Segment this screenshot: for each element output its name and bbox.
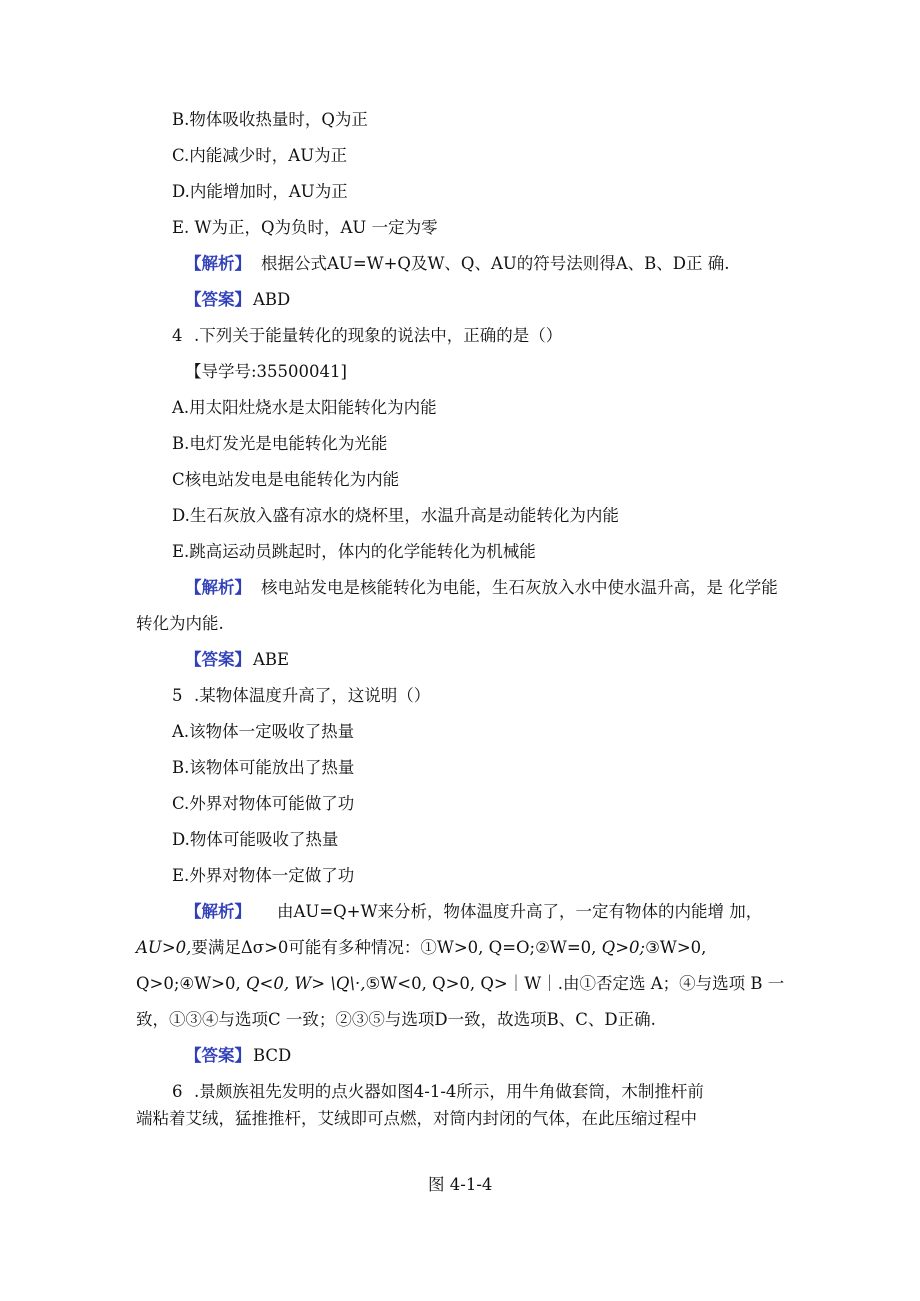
q5-analysis-line2 [136, 937, 706, 959]
q4-option-a: A.用太阳灶烧水是太阳能转化为内能 [172, 398, 437, 417]
q5-analysis-3a: Q>0;④W>0, [136, 974, 246, 993]
analysis-tag: 【解析】 [185, 254, 251, 273]
q5-stem [172, 685, 430, 707]
q4-option-d: D.生石灰放入盛有凉水的烧杯里，水温升高是动能转化为内能 [172, 506, 619, 525]
q5-analysis-line4: 致，①③④与选项C 一致；②③⑤与选项D一致，故选项B、C、D正确. [136, 1010, 656, 1029]
q5-option-b: B.该物体可能放出了热量 [172, 758, 355, 777]
q3-option-c: C.内能减少时，AU为正 [172, 146, 348, 165]
q5-analysis-2d: ③W>0, [645, 938, 707, 957]
q3-option-d: D.内能增加时，AU为正 [172, 182, 348, 201]
answer-tag: 【答案】 [185, 1046, 251, 1065]
q5-number: 5 [172, 686, 183, 705]
q5-option-c: C.外界对物体可能做了功 [172, 794, 355, 813]
q5-analysis-line3 [136, 973, 784, 995]
q6-stem [172, 1081, 704, 1103]
q3-answer [185, 289, 290, 311]
q3-answer-text: ABD [253, 290, 291, 309]
answer-tag: 【答案】 [185, 290, 251, 309]
q4-analysis-text: 核电站发电是核能转化为电能，生石灰放入水中使水温升高，是 化学能 [261, 578, 778, 597]
q4-analysis-cont: 转化为内能. [136, 614, 224, 633]
q4-stem [172, 325, 562, 347]
q5-option-a: A.该物体一定吸收了热量 [172, 722, 355, 741]
q4-option-b: B.电灯发光是电能转化为光能 [172, 434, 388, 453]
q4-answer [185, 649, 289, 671]
q5-analysis-text: 由AU=Q+W来分析，物体温度升高了，一定有物体的内能增 加， [277, 902, 763, 921]
q3-analysis-text: 根据公式AU=W+Q及W、Q、AU的符号法则得A、B、D正 确. [261, 254, 730, 273]
q5-analysis-2c: Q>0; [601, 938, 646, 957]
q5-answer-text: BCD [253, 1046, 292, 1065]
q5-option-d: D.物体可能吸收了热量 [172, 830, 339, 849]
q4-analysis [185, 577, 778, 599]
q5-analysis-3b: Q<0, W> \Q\·, [245, 974, 366, 993]
q6-stem-cont: 端粘着艾绒，猛推推杆，艾绒即可点燃，对筒内封闭的气体，在此压缩过程中 [136, 1109, 697, 1128]
q3-option-e: E. W为正，Q为负时，AU 一定为零 [172, 218, 438, 237]
q5-stem-text: .某物体温度升高了，这说明（） [194, 686, 431, 705]
q4-option-e: E.跳高运动员跳起时，体内的化学能转化为机械能 [172, 542, 536, 561]
q4-option-c: C核电站发电是电能转化为内能 [172, 470, 400, 489]
q4-guide-number: 【导学号:35500041] [185, 362, 347, 381]
q4-answer-text: ABE [253, 650, 290, 669]
q3-option-b: B.物体吸收热量时，Q为正 [172, 110, 368, 129]
q5-analysis [185, 901, 762, 923]
q5-answer [185, 1045, 291, 1067]
answer-tag: 【答案】 [185, 650, 251, 669]
q6-number: 6 [172, 1082, 183, 1101]
q5-analysis-3c: ⑤W<0, Q>0, Q>｜W｜.由①否定选 A；④与选项 B 一 [365, 974, 785, 993]
analysis-tag: 【解析】 [185, 578, 251, 597]
q4-number: 4 [172, 326, 183, 345]
figure-caption: 图 4-1-4 [428, 1175, 493, 1194]
q6-stem-text: .景颇族祖先发明的点火器如图4-1-4所示，用牛角做套筒，木制推杆前 [194, 1082, 704, 1101]
q5-analysis-2a: AU>0, [136, 938, 192, 957]
q3-analysis [185, 253, 730, 275]
q5-option-e: E.外界对物体一定做了功 [172, 866, 355, 885]
analysis-tag: 【解析】 [185, 902, 251, 921]
q4-stem-text: .下列关于能量转化的现象的说法中，正确的是（） [194, 326, 563, 345]
q5-analysis-2b: 要满足Δσ>0可能有多种情况：①W>0, Q=O;②W=0, [191, 938, 602, 957]
